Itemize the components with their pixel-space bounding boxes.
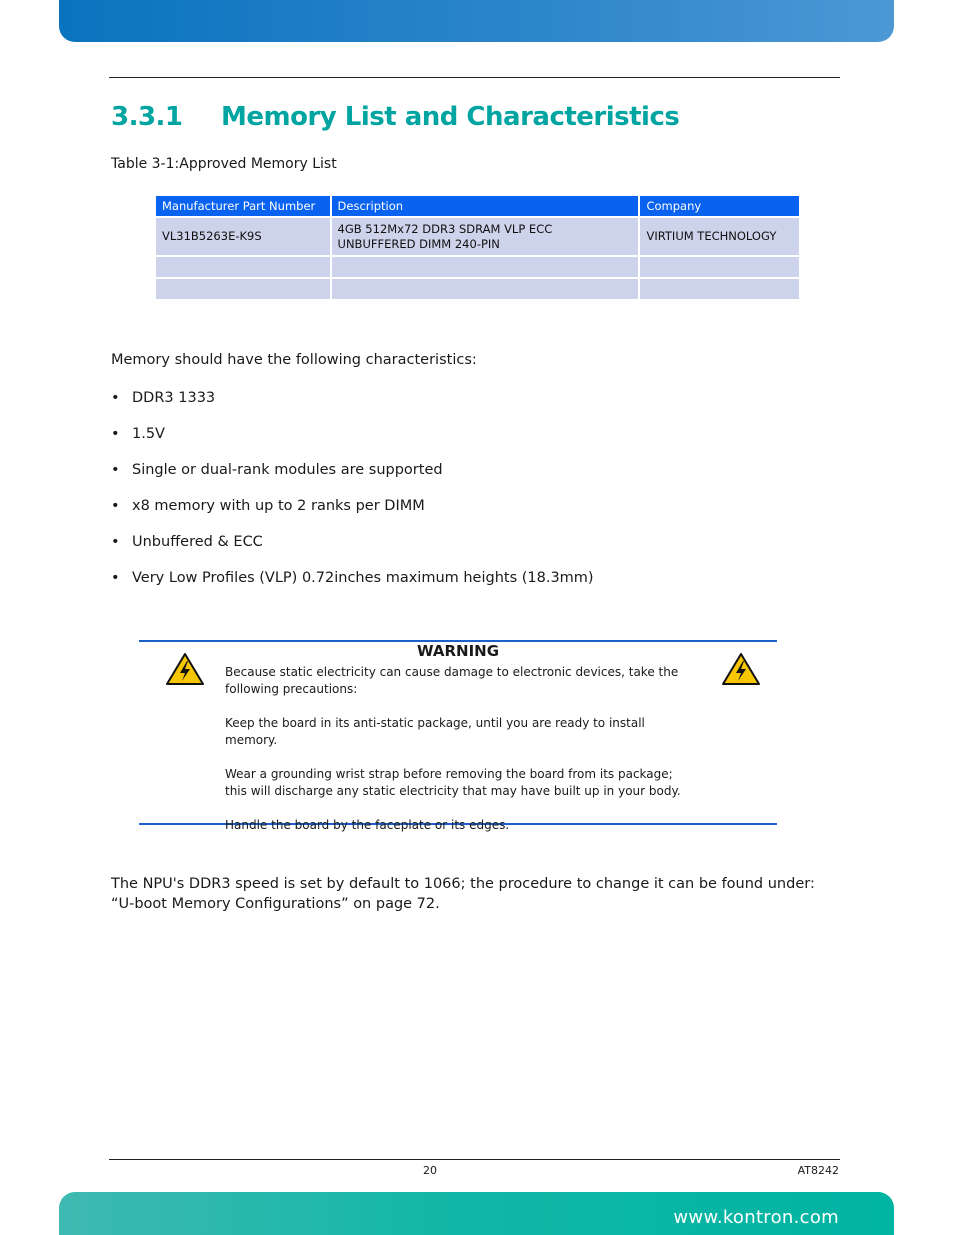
warning-body: [225, 664, 695, 834]
warning-paragraph: Because static electricity can cause damage to electronic devices, take the following precautions:: [225, 665, 679, 696]
table-row: [156, 218, 799, 255]
bullet-symbol: •: [111, 462, 120, 478]
warning-paragraph: Keep the board in its anti-static package, until you are ready to install memory.: [225, 716, 645, 747]
table-cell: [332, 279, 639, 299]
high-voltage-warning-icon: [721, 652, 761, 686]
bullet-symbol: •: [111, 426, 120, 442]
list-item: [111, 460, 594, 496]
list-item-text: DDR3 1333: [132, 390, 216, 406]
section-number: 3.3.1: [111, 102, 183, 132]
bullet-symbol: •: [111, 390, 120, 406]
table-caption: Table 3-1:Approved Memory List: [111, 156, 337, 172]
closing-paragraph: The NPU's DDR3 speed is set by default to 1066; the procedure to change it can be found under: “U-boot Memory Configurations” on page 72.: [111, 876, 815, 912]
column-header: Manufacturer Part Number: [156, 196, 330, 216]
high-voltage-warning-icon: [165, 652, 205, 686]
document-id: AT8242: [797, 1164, 839, 1177]
bottom-banner: [59, 1192, 894, 1235]
page-number: 20: [423, 1164, 437, 1177]
table-cell: [156, 257, 330, 277]
table-cell: [156, 279, 330, 299]
column-header: Company: [640, 196, 799, 216]
table-cell: [640, 279, 799, 299]
list-item-text: Single or dual-rank modules are supported: [132, 462, 443, 478]
table-header-row: [156, 196, 799, 216]
website-link[interactable]: www.kontron.com: [673, 1207, 839, 1228]
table-row: [156, 279, 799, 299]
section-title: Memory List and Characteristics: [221, 102, 680, 132]
bullet-symbol: •: [111, 570, 120, 586]
warning-paragraph: Wear a grounding wrist strap before removing the board from its package; this will discharge any static electricity that may have built up in your body.: [225, 767, 681, 798]
warning-paragraph: Handle the board by the faceplate or its edges.: [225, 818, 510, 832]
column-header: Description: [332, 196, 639, 216]
bullet-symbol: •: [111, 534, 120, 550]
list-item-text: 1.5V: [132, 426, 165, 442]
section-heading: [111, 102, 679, 132]
list-item: [111, 532, 594, 568]
list-item-text: x8 memory with up to 2 ranks per DIMM: [132, 498, 425, 514]
characteristics-intro: Memory should have the following characteristics:: [111, 352, 477, 368]
characteristics-list: [111, 388, 594, 604]
table-cell: VIRTIUM TECHNOLOGY: [640, 218, 799, 255]
approved-memory-table: [154, 194, 801, 301]
table-cell: VL31B5263E-K9S: [156, 218, 330, 255]
list-item: [111, 424, 594, 460]
table-cell: 4GB 512Mx72 DDR3 SDRAM VLP ECC UNBUFFERED DIMM 240-PIN: [332, 218, 639, 255]
table-cell: [332, 257, 639, 277]
warning-box: [139, 640, 777, 832]
list-item-text: Unbuffered & ECC: [132, 534, 263, 550]
list-item: [111, 568, 594, 604]
header-rule: [109, 77, 840, 78]
list-item: [111, 496, 594, 532]
footer-rule: [109, 1159, 840, 1160]
table-row: [156, 257, 799, 277]
bullet-symbol: •: [111, 498, 120, 514]
list-item: [111, 388, 594, 424]
top-banner: [59, 0, 894, 42]
warning-title: WARNING: [416, 642, 500, 660]
table-cell: [640, 257, 799, 277]
list-item-text: Very Low Profiles (VLP) 0.72inches maximum heights (18.3mm): [132, 570, 594, 586]
